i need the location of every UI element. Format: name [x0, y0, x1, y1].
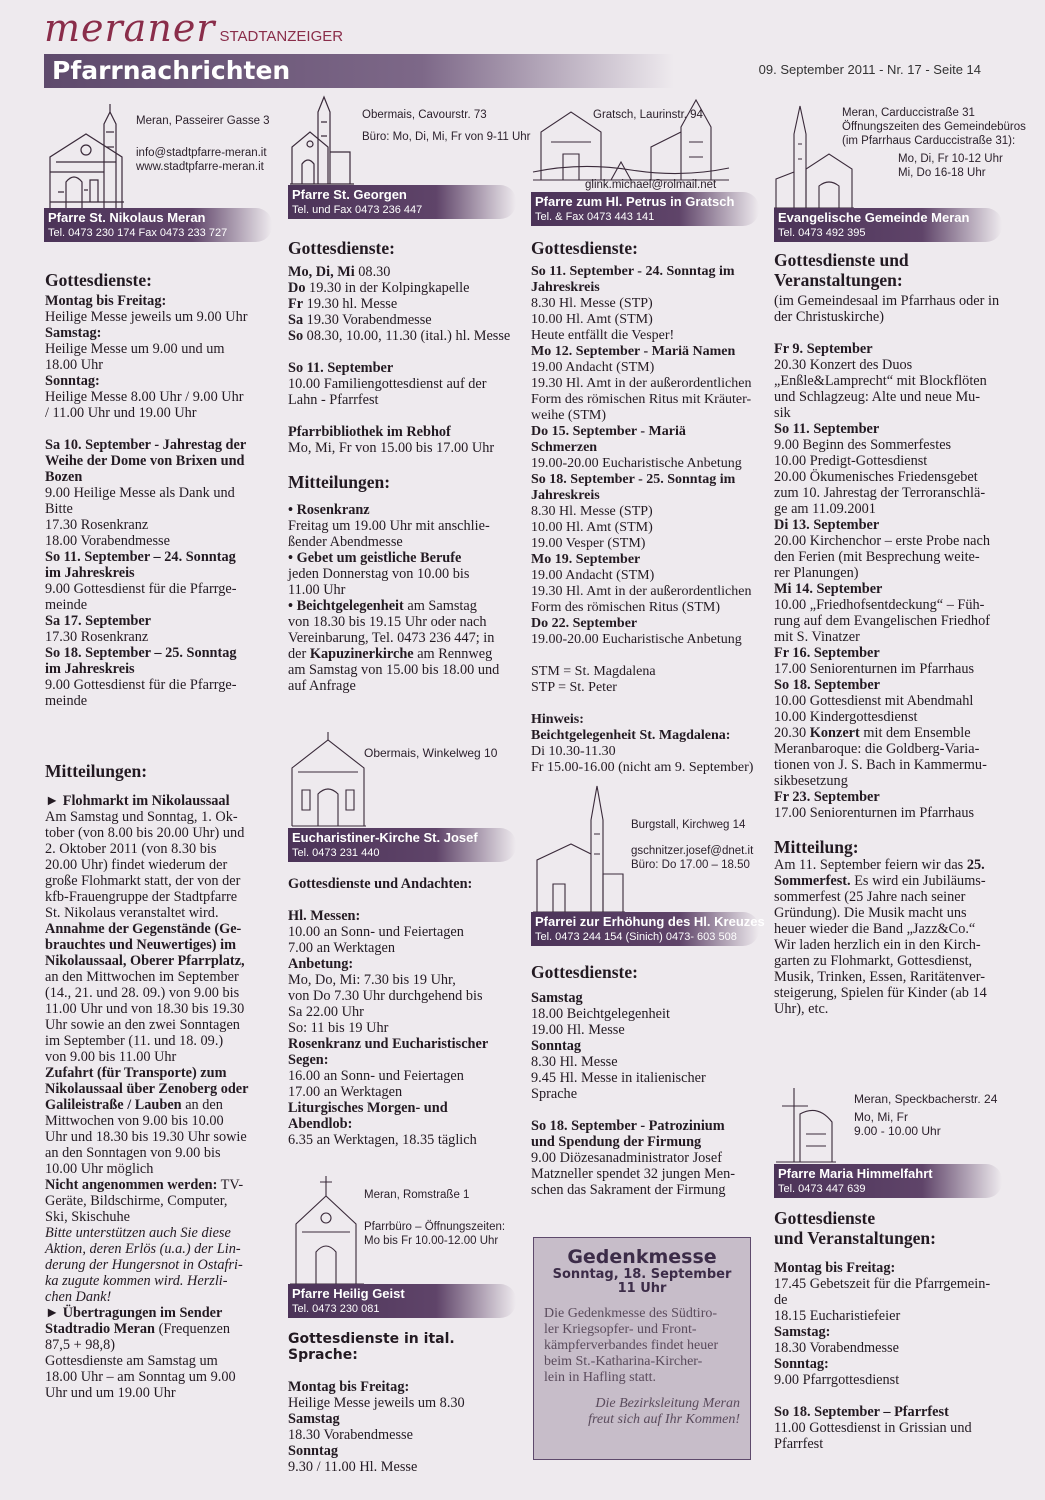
parish-name-bar	[774, 1164, 1002, 1198]
parish-phone: Tel. 0473 244 154 (Sinich) 0473- 603 508	[535, 931, 737, 943]
church-icon	[288, 730, 368, 828]
section-header-bar	[44, 54, 674, 88]
parish-address: Meran, Passeirer Gasse 3	[136, 115, 270, 127]
heading-mitteilungen: Mitteilungen:	[288, 472, 391, 492]
heading-veranstaltungen: Gottesdienste und Veranstaltungen:	[774, 1208, 936, 1248]
meraner-logo: meraner	[44, 6, 216, 50]
heading-mitteilungen: Mitteilungen:	[45, 761, 148, 781]
heading-gottesdienste: Gottesdienste:	[531, 238, 638, 258]
parish-name: Pfarre Heilig Geist	[292, 1286, 405, 1301]
heading-veranstaltungen: Gottesdienste und Veranstaltungen:	[774, 250, 909, 290]
column-nikolaus: Gottesdienste: Montag bis Freitag: Heilige Messe jeweils um 9.00 Uhr Samstag: Heilige Messe um 9.00 und um 18.00 Uhr Sonntag: Heilige Messe 8.00 Uhr / 9.00 Uhr / 11.00 Uhr und 19.00 Uhr Sa 10. September - Jahrestag der Weihe der Dome von Brixen und Bozen 9.00 Heilige Messe als Dank und Bitte 17.30 Rosenkranz 18.00 Vorabendmesse So 11. September – 24. Sonntag im Jahreskreis 9.00 Gottesdienst für die Pfarrge- meinde Sa 17. September 17.30 Rosenkranz So 18. September – 25. Sonntag im Jahreskreis 9.00 Gottesdienst für die Pfarrge- meinde	[45, 270, 271, 709]
gedenkmesse-body: Die Gedenkmesse des Südtiro- ler Kriegsopfer- und Front- kämpferverbandes findet heuer beim St.-Katharina-Kircher- lein in Hafling statt.	[544, 1306, 719, 1385]
parish-office-hours: 9.00 - 10.00 Uhr	[854, 1124, 941, 1138]
column-georgen: Gottesdienste: Mo, Di, Mi 08.30 Do 19.30 in der Kolpingkapelle Fr 19.30 hl. Messe Sa 19.30 Vorabendmesse So 08.30, 10.00, 11.30 (ital.) hl. Messe So 11. September 10.00 Familiengottesdienst auf der Lahn - Pfarrfest Pfarrbibliothek im Rebhof Mo, Mi, Fr von 15.00 bis 17.00 Uhr Mitteilungen: • Rosenkranz Freitag um 19.00 Uhr mit anschlie- ßender Abendmesse • Gebet um geistliche Berufe jeden Donnerstag von 10.00 bis 11.00 Uhr • Beichtgelegenheit am Samstag von 18.30 bis 19.15 Uhr oder nach Vereinbarung, Tel. 0473 236 447; in der Kapuzinerkirche am Rennweg am Samstag von 15.00 bis 18.00 und auf Anfrage	[288, 238, 514, 694]
church-icon	[531, 92, 731, 184]
parish-name-bar	[288, 1284, 516, 1318]
gedenkmesse-box	[533, 1237, 751, 1460]
parish-phone: Tel. 0473 231 440	[292, 847, 380, 859]
parish-address: Meran, Romstraße 1	[364, 1189, 470, 1201]
parish-address: Obermais, Cavourstr. 73	[362, 109, 487, 121]
church-icon	[288, 92, 358, 187]
column-maria: Gottesdienste und Veranstaltungen: Montag bis Freitag: 17.45 Gebetszeit für die Pfarrgemein- de 18.15 Eucharistiefeier Samstag: 18.30 Vorabendmesse Sonntag: 9.00 Pfarrgottesdienst So 18. September – Pfarrfest 11.00 Gottesdienst in Grissian und Pfarrfest	[774, 1208, 1000, 1452]
logo-subtitle: STADTANZEIGER	[219, 28, 344, 45]
issue-info: 09. September 2011 - Nr. 17 - Seite 14	[758, 62, 981, 77]
parish-address: Burgstall, Kirchweg 14	[631, 819, 746, 831]
parish-header-evang	[774, 100, 1026, 245]
column-nikolaus-mitteilungen: Mitteilungen: ► Flohmarkt im Nikolaussaal Am Samstag und Sonntag, 1. Ok- tober (von 8.00 bis 20.00 Uhr) und 2. Oktober 2011 (von 8.30 bis 20.00 Uhr) findet wiederum der große Flohmarkt statt, der von der kfb-Frauengruppe der Stadtpfarre St. Nikolaus veranstaltet wird. Annahme der Gegenstände (Ge- brauchtes und Neuwertiges) im Nikolaussaal, Oberer Pfarrplatz, an den Mittwochen im September (14., 21. und 28. 09.) von 9.00 bis 11.00 Uhr und von 18.30 bis 19.30 Uhr sowie an den zwei Sonntagen im September (11. und 18. 09.) von 9.00 bis 11.00 Uhr Zufahrt (für Transporte) zum Nikolaussaal über Zenoberg oder Galileistraße / Lauben an den Mittwochen von 9.00 bis 10.00 Uhr und 18.30 bis 19.30 Uhr sowie an den Sonntagen von 9.00 bis 10.00 Uhr möglich Nicht angenommen werden: TV- Geräte, Bildschirme, Computer, Ski, Skischuhe Bitte unterstützen auch Sie diese Aktion, deren Erlös (u.a.) der Lin- derung der Hungersnot in Ostafri- ka zugute kommen wird. Herzli- chen Dank! ► Übertragungen im Sender Stadtradio Meran (Frequenzen 87,5 + 98,8) Gottesdienste am Samstag um 18.00 Uhr – am Sonntag um 9.00 Uhr und um 19.00 Uhr	[45, 761, 271, 1401]
parish-name: Eucharistiner-Kirche St. Josef	[292, 830, 478, 845]
parish-header-petrus	[531, 92, 761, 232]
column-petrus: Gottesdienste: So 11. September - 24. Sonntag im Jahreskreis 8.30 Hl. Messe (STP) 10.00 Hl. Amt (STM) Heute entfällt die Vesper! Mo 12. September - Mariä Namen 19.00 Andacht (STM) 19.30 Hl. Amt in der außerordentlichen Form des römischen Ritus mit Kräuter- weihe (STM) Do 15. September - Mariä Schmerzen 19.00-20.00 Eucharistische Anbetung So 18. September - 25. Sonntag im Jahreskreis 8.30 Hl. Messe (STP) 10.00 Hl. Amt (STM) 19.00 Vesper (STM) Mo 19. September 19.00 Andacht (STM) 19.30 Hl. Amt in der außerordentlichen Form des römischen Ritus (STM) Do 22. September 19.00-20.00 Eucharistische Anbetung STM = St. Magdalena STP = St. Peter Hinweis: Beichtgelegenheit St. Magdalena: Di 10.30-11.30 Fr 15.00-16.00 (nicht am 9. September)	[531, 238, 754, 775]
parish-email-link[interactable]: gschnitzer.josef@dnet.it	[631, 845, 754, 857]
parish-name-bar	[531, 192, 759, 226]
parish-name-bar	[288, 185, 516, 219]
parish-address: Gratsch, Laurinstr. 94	[593, 109, 703, 121]
gedenkmesse-signature: Die Bezirksleitung Meran freut sich auf Ihr Kommen!	[588, 1396, 740, 1427]
parish-phone: Tel. 0473 492 395	[778, 227, 866, 239]
parish-header-josef	[288, 730, 518, 870]
parish-header-geist	[288, 1166, 518, 1326]
parish-header-georgen	[288, 92, 531, 222]
parish-name: Pfarrei zur Erhöhung des Hl. Kreuzes	[535, 914, 765, 929]
heading-andachten: Gottesdienste und Andachten:	[288, 876, 473, 892]
column-evang: Gottesdienste und Veranstaltungen: (im Gemeindesaal im Pfarrhaus oder in der Christuskirche) Fr 9. September 20.30 Konzert des Duos „Enßle&Lamprecht“ mit Blockflöten und Schlagzeug: Alte und neue Mu- sik So 11. September 9.00 Beginn des Sommerfestes 10.00 Predigt-Gottesdienst 20.00 Ökumenisches Friedensgebet zum 10. Jahrestag der Terroranschlä- ge am 11.09.2001 Di 13. September 20.00 Kirchenchor – erste Probe nach den Ferien (mit Besprechung weite- rer Planungen) Mi 14. September 10.00 „Friedhofsentdeckung“ – Füh- rung auf dem Evangelischen Friedhof mit S. Vinatzer Fr 16. September 17.00 Seniorenturnen im Pfarrhaus So 18. September 10.00 Gottesdienst mit Abendmahl 10.00 Kindergottesdienst 20.30 Konzert mit dem Ensemble Meranbaroque: die Goldberg-Varia- tionen von J. S. Bach in Kammermu- sikbesetzung Fr 23. September 17.00 Seniorenturnen im Pfarrhaus Mitteilung: Am 11. September feiern wir das 25. Sommerfest. Es wird ein Jubiläums- sommerfest (25 Jahre nach seiner Gründung). Die Musik macht uns heuer wieder die Band „Jazz&Co.“ Wir laden herzlich ein in den Kirch- garten zu Flohmarkt, Gottesdienst, Musik, Trinken, Essen, Raritätenver- steigerung, Spielen für Kinder (ab 14 Uhr), etc.	[774, 250, 1000, 1017]
masthead	[44, 8, 343, 48]
parish-office-label: Pfarrbüro – Öffnungszeiten:	[364, 1221, 506, 1233]
gedenkmesse-time: 11 Uhr	[617, 1281, 667, 1296]
parish-office-hours: Mo, Di, Fr 10-12 Uhr	[898, 153, 1003, 165]
parish-address: Meran, Speckbacherstr. 24	[854, 1092, 998, 1106]
gedenkmesse-title: Gedenkmesse	[567, 1246, 717, 1268]
gedenkmesse-date: Sonntag, 18. September	[552, 1267, 732, 1282]
parish-header-kreuz	[531, 784, 765, 954]
church-icon	[288, 1166, 366, 1286]
parish-office-hours: Büro: Do 17.00 – 18.50	[631, 859, 750, 871]
parish-phone: Tel. 0473 447 639	[778, 1183, 866, 1195]
parish-phone: Tel. und Fax 0473 236 447	[292, 204, 423, 216]
parish-office-hours: Büro: Mo, Di, Mi, Fr von 9-11 Uhr	[362, 131, 531, 143]
parish-name: Evangelische Gemeinde Meran	[778, 210, 970, 225]
parish-website-link[interactable]: www.stadtpfarre-meran.it	[136, 161, 264, 173]
column-geist: Gottesdienste in ital. Sprache: Montag bis Freitag: Heilige Messe jeweils um 8.30 Samstag 18.30 Vorabendmesse Sonntag 9.30 / 11.00 Hl. Messe	[288, 1331, 514, 1475]
parish-header-maria	[774, 1084, 1004, 1204]
heading-ital: Gottesdienste in ital. Sprache:	[288, 1331, 455, 1363]
column-kreuz: Gottesdienste: Samstag 18.00 Beichtgelegenheit 19.00 Hl. Messe Sonntag 8.30 Hl. Messe 9.45 Hl. Messe in italienischer Sprache So 18. September - Patrozinium und Spendung der Firmung 9.00 Diözesanadministrator Josef Matzneller spendet 32 jungen Men- schen das Sakrament der Firmung	[531, 962, 755, 1198]
parish-name: Pfarre Maria Himmelfahrt	[778, 1166, 933, 1181]
parish-phone: Tel. & Fax 0473 443 141	[535, 211, 655, 223]
cross-icon	[776, 1084, 836, 1164]
parish-name: Pfarre zum Hl. Petrus in Gratsch	[535, 194, 735, 209]
heading-mitteilung: Mitteilung:	[774, 837, 859, 857]
parish-office-label: Öffnungszeiten des Gemeindebüros	[842, 121, 1026, 133]
heading-gottesdienste: Gottesdienste:	[531, 962, 638, 982]
section-title: Pfarrnachrichten	[52, 56, 291, 85]
parish-address: Obermais, Winkelweg 10	[364, 746, 498, 760]
heading-gottesdienste: Gottesdienste:	[45, 270, 152, 290]
parish-office-days: Mo, Mi, Fr	[854, 1110, 908, 1124]
parish-name-bar	[288, 828, 516, 862]
parish-office-location: (im Pfarrhaus Carduccistraße 31):	[842, 135, 1016, 147]
parish-office-hours: Mo bis Fr 10.00-12.00 Uhr	[364, 1235, 499, 1247]
parish-name: Pfarre St. Nikolaus Meran	[48, 210, 206, 225]
parish-email-link[interactable]: glink.michael@rolmail.net	[585, 179, 717, 191]
parish-office-hours: Mi, Do 16-18 Uhr	[898, 167, 986, 179]
parish-header-nikolaus	[44, 100, 274, 245]
parish-name-bar	[531, 912, 765, 946]
parish-name: Pfarre St. Georgen	[292, 187, 407, 202]
church-icon	[44, 102, 136, 212]
parish-name-bar	[44, 208, 272, 242]
parish-address: Meran, Carduccistraße 31	[842, 107, 975, 119]
parish-email-link[interactable]: info@stadtpfarre-meran.it	[136, 147, 267, 159]
parish-phone: Tel. 0473 230 081	[292, 1303, 380, 1315]
heading-gottesdienste: Gottesdienste:	[288, 238, 395, 258]
parish-name-bar	[774, 208, 1002, 242]
column-josef: Gottesdienste und Andachten: Hl. Messen: 10.00 an Sonn- und Feiertagen 7.00 an Werktagen Anbetung: Mo, Do, Mi: 7.30 bis 19 Uhr, von Do 7.30 Uhr durchgehend bis Sa 22.00 Uhr So: 11 bis 19 Uhr Rosenkranz und Eucharistischer Segen: 16.00 an Sonn- und Feiertagen 17.00 an Werktagen Liturgisches Morgen- und Abendlob: 6.35 an Werktagen, 18.35 täglich	[288, 876, 489, 1148]
parish-phone: Tel. 0473 230 174 Fax 0473 233 727	[48, 227, 228, 239]
church-icon	[531, 784, 627, 914]
